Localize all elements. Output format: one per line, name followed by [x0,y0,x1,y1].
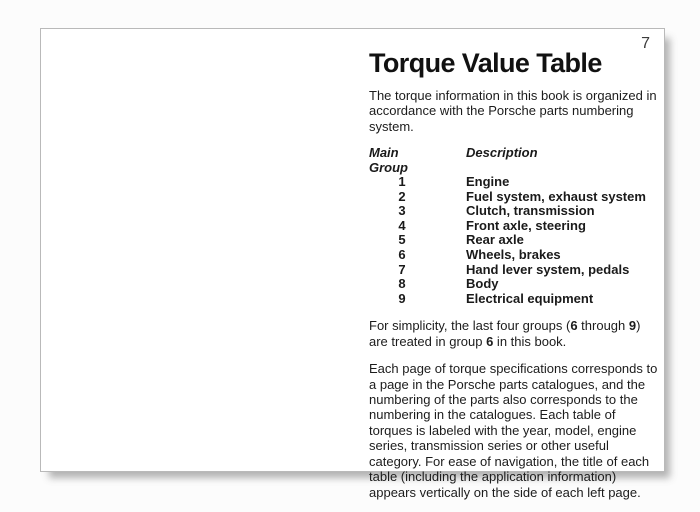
group-number: 1 [398,174,406,190]
group-ref: 9 [628,318,637,334]
group-description: Fuel system, exhaust system [466,188,646,204]
group-description: Wheels, brakes [466,247,561,263]
table-row [369,263,659,278]
group-number: 3 [398,203,406,219]
page-title: Torque Value Table [369,48,602,78]
table-header-description: Description [466,144,538,160]
simplicity-text: in this book. [493,333,567,349]
intro-paragraph: The torque information in this book is organized in accordance with the Porsche parts numbering system. [369,87,657,134]
group-number: 9 [398,290,406,306]
table-row [369,248,659,263]
group-number: 6 [398,247,406,263]
group-description: Engine [466,174,510,190]
simplicity-paragraph [369,318,659,349]
group-number: 5 [398,232,406,248]
table-row [369,292,659,307]
group-description: Rear axle [466,232,524,248]
group-ref: 6 [570,318,578,334]
group-number: 4 [398,217,406,233]
table-row [369,277,659,292]
group-number: 8 [398,276,406,292]
table-row [369,175,659,190]
manual-page [40,28,665,500]
page-number: 7 [641,35,650,52]
simplicity-text: ) are treated in group [369,318,641,349]
table-header-main-group: Main Group [369,144,408,175]
group-number: 7 [398,261,406,277]
main-group-table [369,146,659,307]
table-row [369,233,659,248]
table-row [369,190,659,205]
body-paragraph: Each page of torque specifications corresponds to a page in the Porsche parts catalogues, and the numbering of the parts also corresponds to the numbering in the catalogues. Each table of torques is labeled with the year, model, engine series, transmission series or other useful category. For ease of navigation, the title of each table (including the application information) appears vertically on the side of each left page. [369,361,658,500]
simplicity-text: For simplicity, the last four groups ( [369,318,571,334]
table-header-row [369,146,659,175]
simplicity-text: through [577,318,629,334]
group-description: Hand lever system, pedals [466,261,630,277]
group-description: Front axle, steering [466,217,586,233]
group-number: 2 [398,188,406,204]
group-description: Body [466,276,499,292]
group-description: Electrical equipment [466,290,594,306]
table-row [369,204,659,219]
group-description: Clutch, transmission [466,203,595,219]
page-content [369,49,659,512]
group-ref: 6 [486,333,494,349]
table-row [369,219,659,234]
